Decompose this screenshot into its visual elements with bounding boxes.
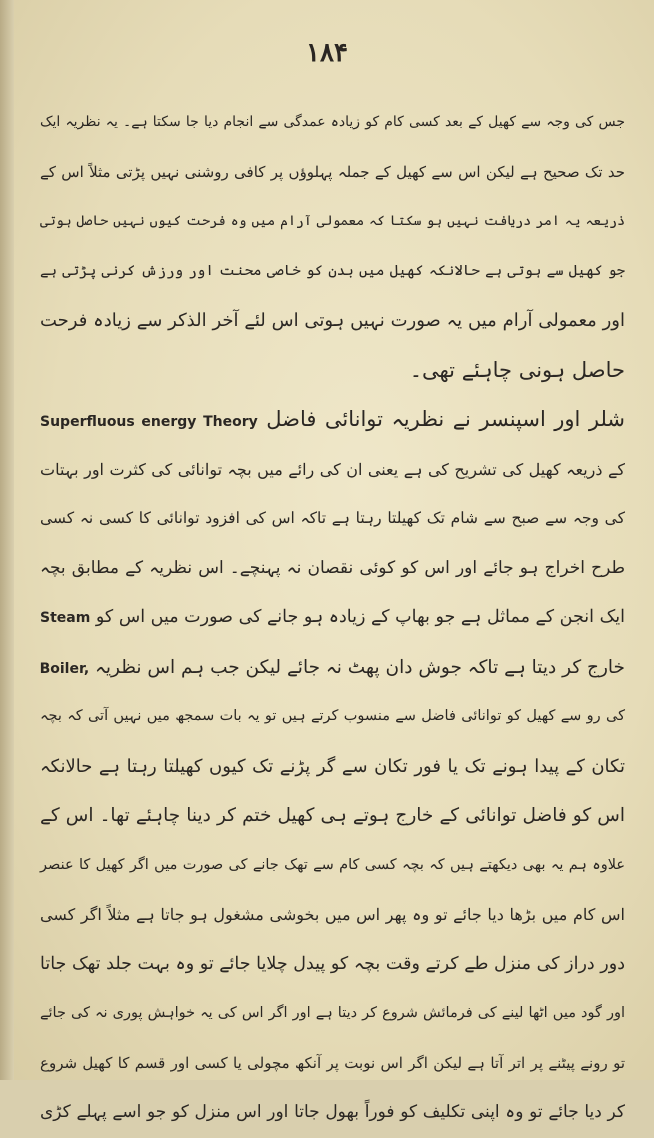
text-line: علاوہ ہم یہ بھی دیکھتے ہیں کہ بچہ کسی کام سے تھک جانے کی صورت میں اگر کھیل کا عنصر	[40, 856, 625, 873]
text-line: تو رونے پیٹنے پر اتر آتا ہے لیکن اگر اس نوبت پر آنکھ مچولی یا کسی اور قسم کا کھیل شروع	[40, 1053, 625, 1072]
english-term: Steam	[40, 610, 91, 626]
text-line: شلر اور اسپنسر نے نظریہ توانائی فاضل Superfluous energy Theory	[40, 407, 625, 431]
text-line: دور دراز کی منزل طے کرتے وقت بچہ کو پیدل چلایا جائے تو وہ بہت جلد تھک جاتا	[40, 953, 625, 974]
text-line: اس کام میں بڑھا دیا جائے تو وہ پھر اس میں بخوشی مشغول ہو جاتا ہے مثلاً اگر کسی	[40, 905, 625, 924]
text-line: اس کو فاضل توانائی کے خارج ہوتے ہی کھیل ختم کر دینا چاہئے تھا۔ اس کے	[40, 805, 625, 826]
english-term: Boiler,	[39, 660, 90, 677]
body-text	[40, 98, 625, 1138]
text-line: حاصل ہونی چاہئے تھی۔	[409, 357, 625, 382]
text-line: اور گود میں اٹھا لینے کی فرمائش شروع کر دیتا ہے اور اگر اس کی یہ خواہش پوری نہ کی جائے	[40, 1005, 625, 1021]
text-line: کے ذریعہ کھیل کی تشریح کی ہے یعنی ان کی رائے میں بچہ توانائی کی کثرت اور بہتات	[40, 459, 625, 479]
text-line: جس کی وجہ سے کھیل کے بعد کسی کام کو زیادہ عمدگی سے انجام دیا جا سکتا ہے۔ یہ نظریہ ایک	[40, 114, 625, 130]
text-line: طرح اخراج ہو جائے اور اس کو کوئی نقصان نہ پہنچے۔ اس نظریہ کے مطابق بچہ	[40, 557, 625, 578]
text-line: خارج کر دیتا ہے تاکہ جوش دان پھٹ نہ جائے لیکن جب ہم اس نظریہ Boiler,	[39, 656, 625, 678]
text-line: حد تک صحیح ہے لیکن اس سے کھیل کے جملہ پہلوؤں پر کافی روشنی نہیں پڑتی مثلاً اس کے	[40, 162, 625, 181]
page-spine	[0, 0, 14, 1080]
text-line: جو کھیل سے ہوتی ہے حالانکہ کھیل میں بدن کو خاصی محنت اور ورزش کرنی پڑتی ہے	[40, 262, 625, 279]
text-line: کر دیا جائے تو وہ اپنی تکلیف کو فوراً بھول جاتا اور اس منزل کو جو اسے پہلے کڑی	[40, 1102, 625, 1122]
text-line: ایک انجن کے مماثل ہے جو بھاپ کے زیادہ ہو جانے کی صورت میں اس کو Steam	[40, 607, 625, 627]
page-number: ۱۸۴	[306, 38, 348, 68]
text-line: ذریعہ یہ امر دریافت نہیں ہو سکتا کہ معمولی آرام میں وہ فرحت کیوں نہیں حاصل ہوتی	[40, 213, 625, 229]
text-line: کی وجہ سے صبح سے شام تک کھیلتا رہتا ہے تاکہ اس کی افزود توانائی کا کسی نہ کسی	[40, 509, 625, 527]
text-line: کی رو سے کھیل کو توانائی فاضل سے منسوب کرتے ہیں تو یہ بات سمجھ میں نہیں آتی کہ بچہ	[40, 708, 625, 724]
english-term: Superfluous energy Theory	[40, 414, 258, 430]
text-line: تکان کے پیدا ہونے تک یا فور تکان سے گر پڑنے تک کیوں کھیلتا رہتا ہے حالانکہ	[40, 755, 625, 777]
text-line: اور معمولی آرام میں یہ صورت نہیں ہوتی اس لئے آخر الذکر سے زیادہ فرحت	[40, 310, 625, 331]
